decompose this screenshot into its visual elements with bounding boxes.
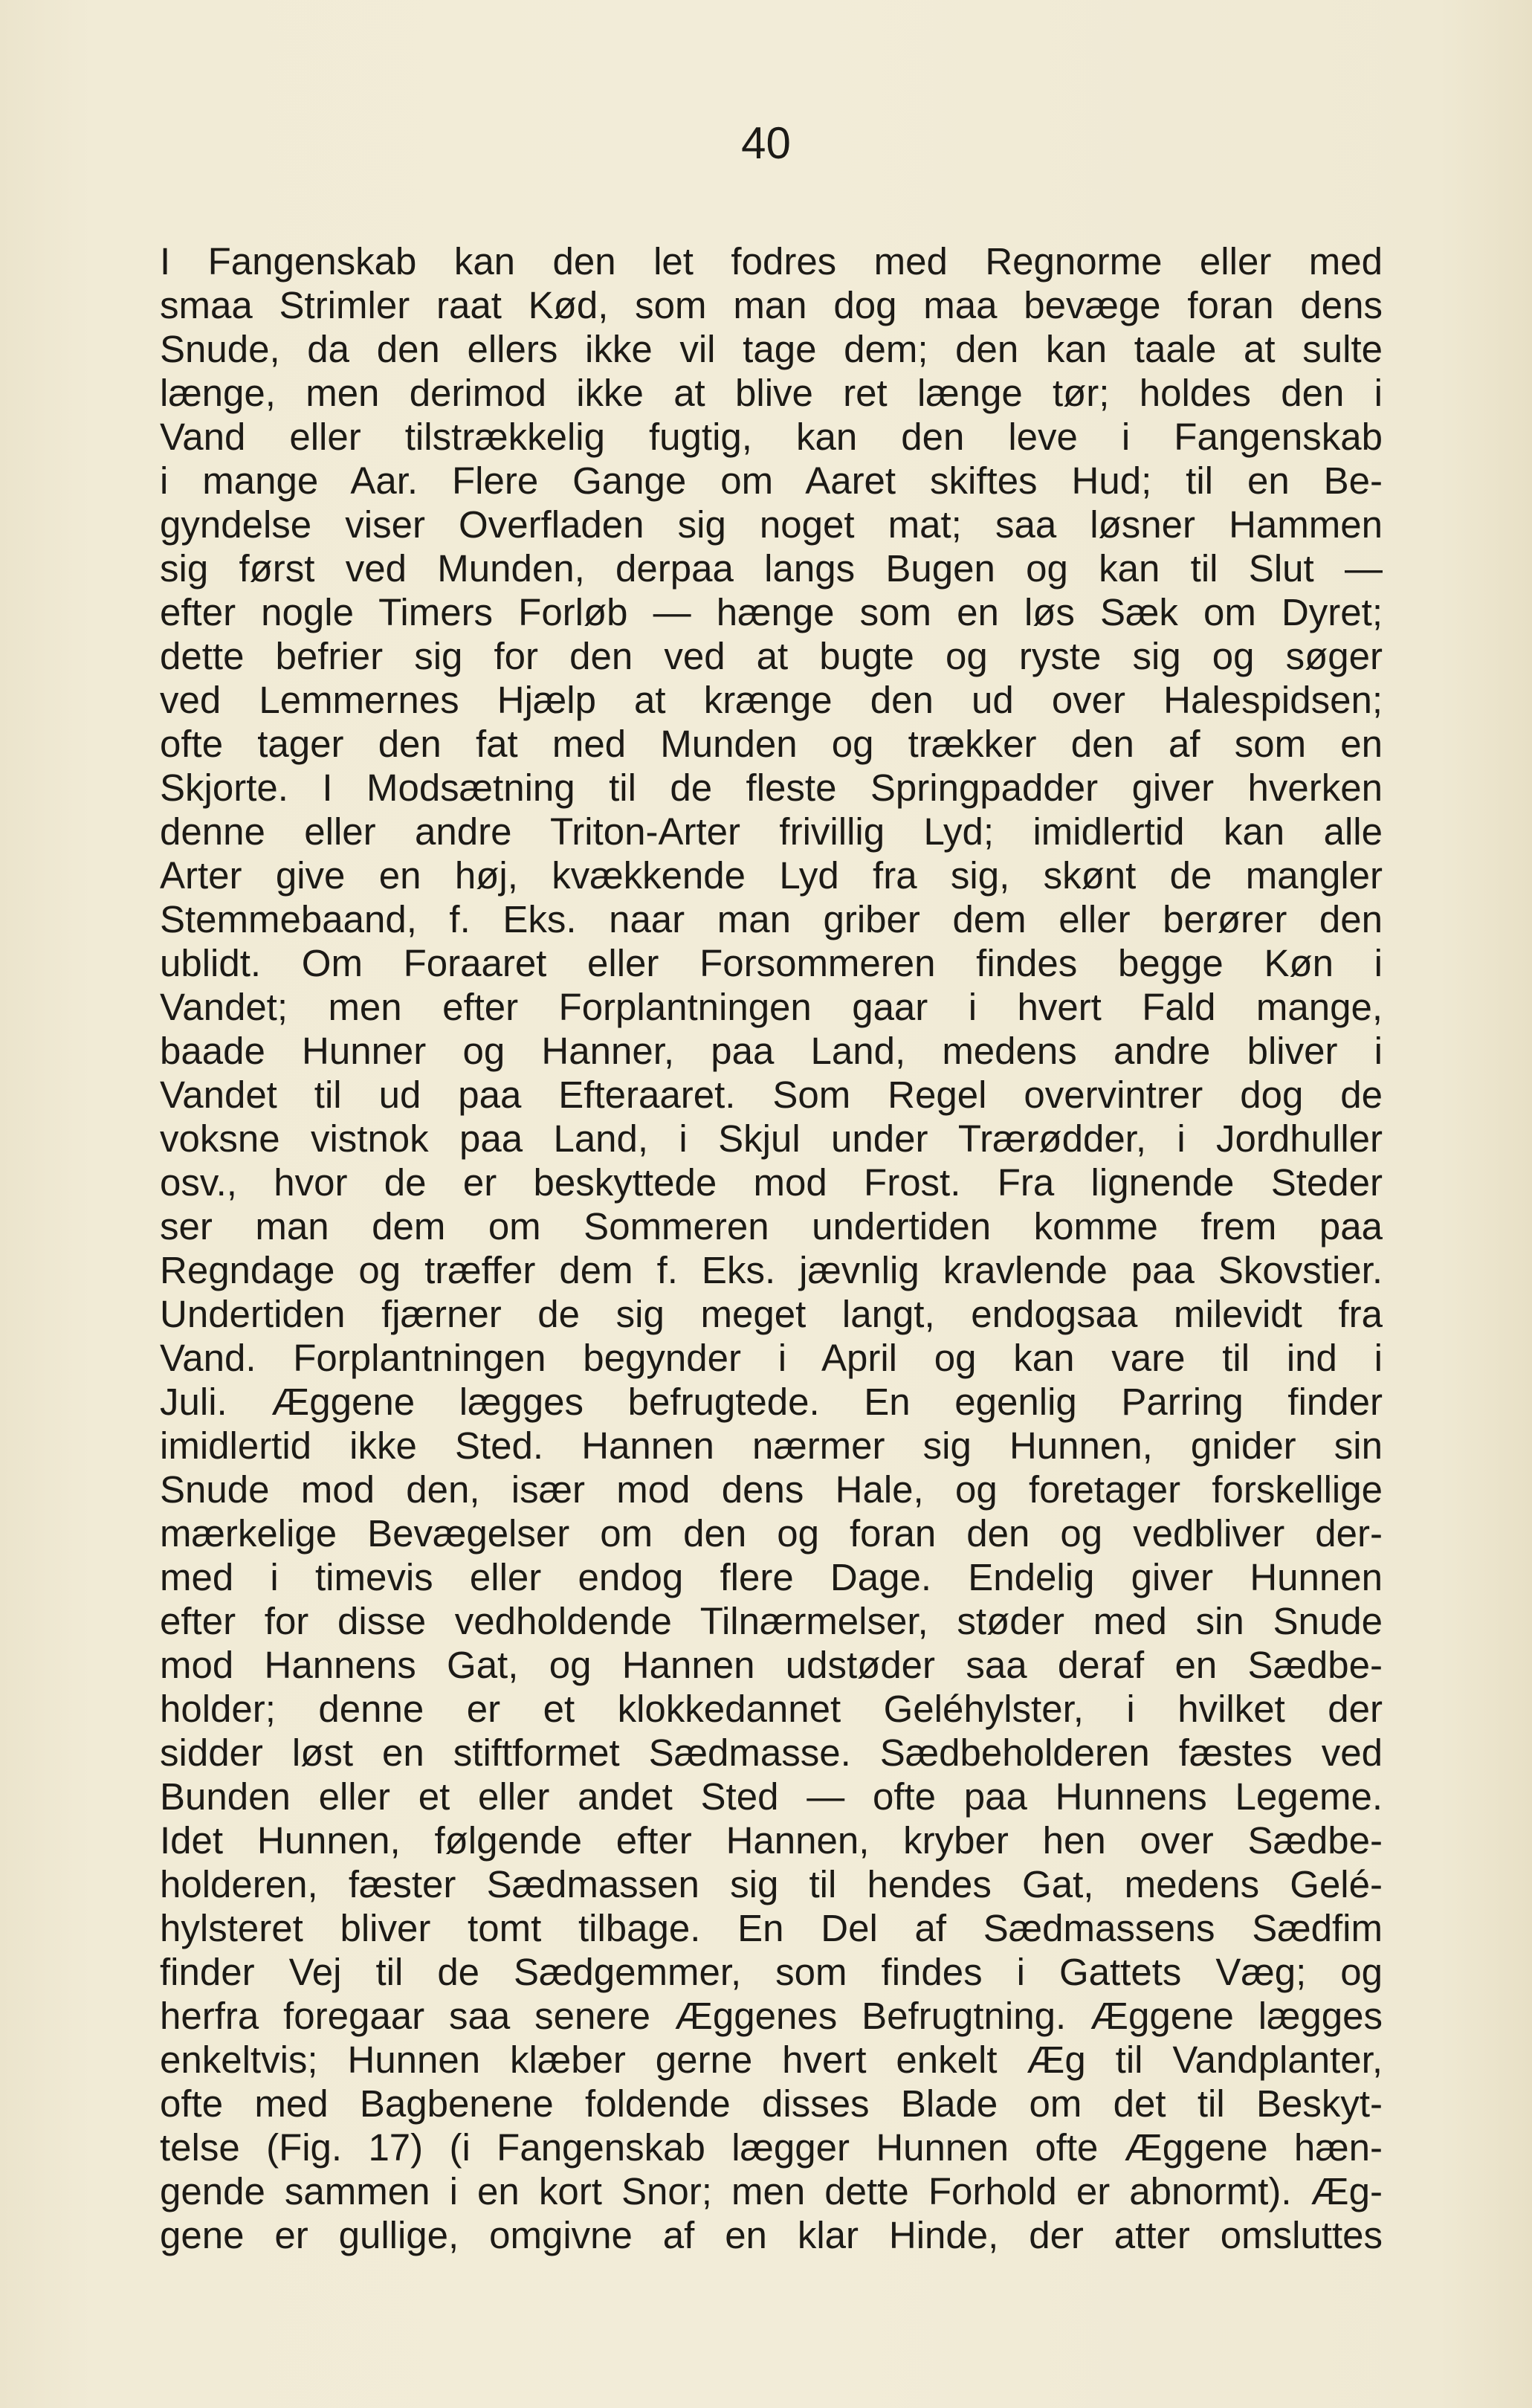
text-line: Stemmebaand, f. Eks. naar man griber dem eller berører den — [160, 898, 1383, 940]
text-line: gene er gullige, omgivne af en klar Hinde, der atter omsluttes — [160, 2214, 1383, 2256]
text-line: baade Hunner og Hanner, paa Land, medens andre bliver i — [160, 1030, 1383, 1072]
text-line: efter for disse vedholdende Tilnærmelser, støder med sin Snude — [160, 1600, 1383, 1642]
text-line: voksne vistnok paa Land, i Skjul under Trærødder, i Jordhuller — [160, 1117, 1383, 1160]
text-line: Vand eller tilstrækkelig fugtig, kan den leve i Fangenskab — [160, 416, 1383, 458]
text-line: ser man dem om Sommeren undertiden komme frem paa — [160, 1205, 1383, 1247]
text-line: Skjorte. I Modsætning til de fleste Springpadder giver hverken — [160, 766, 1383, 809]
text-line: telse (Fig. 17) (i Fangenskab lægger Hunnen ofte Æggene hæn- — [160, 2126, 1383, 2169]
text-line: længe, men derimod ikke at blive ret længe tør; holdes den i — [160, 372, 1383, 414]
text-line: holder; denne er et klokkedannet Geléhylster, i hvilket der — [160, 1688, 1383, 1730]
text-line: Vandet til ud paa Efteraaret. Som Regel overvintrer dog de — [160, 1074, 1383, 1116]
text-line: Undertiden fjærner de sig meget langt, endogsaa milevidt fra — [160, 1293, 1383, 1335]
text-line: Snude, da den ellers ikke vil tage dem; den kan taale at sulte — [160, 328, 1383, 370]
page-number: 40 — [741, 118, 791, 168]
text-line: efter nogle Timers Forløb — hænge som en løs Sæk om Dyret; — [160, 591, 1383, 633]
text-line: smaa Strimler raat Kød, som man dog maa bevæge foran dens — [160, 284, 1383, 326]
text-line: finder Vej til de Sædgemmer, som findes i Gattets Væg; og — [160, 1951, 1383, 1993]
body-text — [160, 239, 1383, 2257]
text-line: dette befrier sig for den ved at bugte og ryste sig og søger — [160, 635, 1383, 677]
text-line: gyndelse viser Overfladen sig noget mat; saa løsner Hammen — [160, 503, 1383, 546]
text-line: sidder løst en stiftformet Sædmasse. Sædbeholderen fæstes ved — [160, 1731, 1383, 1774]
text-line: osv., hvor de er beskyttede mod Frost. Fra lignende Steder — [160, 1161, 1383, 1204]
text-line: Bunden eller et eller andet Sted — ofte paa Hunnens Legeme. — [160, 1775, 1383, 1818]
text-line: ofte tager den fat med Munden og trækker den af som en — [160, 723, 1383, 765]
text-line: i mange Aar. Flere Gange om Aaret skiftes Hud; til en Be- — [160, 459, 1383, 502]
text-line: gende sammen i en kort Snor; men dette Forhold er abnormt). Æg- — [160, 2170, 1383, 2212]
text-line: enkeltvis; Hunnen klæber gerne hvert enkelt Æg til Vandplanter, — [160, 2039, 1383, 2081]
text-line: Arter give en høj, kvækkende Lyd fra sig, skønt de mangler — [160, 854, 1383, 897]
text-line: ublidt. Om Foraaret eller Forsommeren findes begge Køn i — [160, 942, 1383, 984]
text-line: med i timevis eller endog flere Dage. Endelig giver Hunnen — [160, 1556, 1383, 1598]
text-line: Juli. Æggene lægges befrugtede. En egenlig Parring finder — [160, 1381, 1383, 1423]
text-line: hylsteret bliver tomt tilbage. En Del af Sædmassens Sædfim — [160, 1907, 1383, 1949]
text-line: denne eller andre Triton-Arter frivillig Lyd; imidlertid kan alle — [160, 810, 1383, 853]
text-line: Regndage og træffer dem f. Eks. jævnlig kravlende paa Skovstier. — [160, 1249, 1383, 1291]
text-line: Idet Hunnen, følgende efter Hannen, kryber hen over Sædbe- — [160, 1819, 1383, 1862]
text-line: mærkelige Bevægelser om den og foran den og vedbliver der- — [160, 1512, 1383, 1555]
text-line: mod Hannens Gat, og Hannen udstøder saa deraf en Sædbe- — [160, 1644, 1383, 1686]
text-line: Snude mod den, især mod dens Hale, og foretager forskellige — [160, 1468, 1383, 1511]
text-line: imidlertid ikke Sted. Hannen nærmer sig Hunnen, gnider sin — [160, 1424, 1383, 1467]
text-line: Vandet; men efter Forplantningen gaar i hvert Fald mange, — [160, 986, 1383, 1028]
text-line: sig først ved Munden, derpaa langs Bugen og kan til Slut — — [160, 547, 1383, 590]
text-line: holderen, fæster Sædmassen sig til hendes Gat, medens Gelé- — [160, 1863, 1383, 1905]
text-line: Vand. Forplantningen begynder i April og kan vare til ind i — [160, 1337, 1383, 1379]
text-line: I Fangenskab kan den let fodres med Regnorme eller med — [160, 240, 1383, 283]
text-line: ofte med Bagbenene foldende disses Blade om det til Beskyt- — [160, 2082, 1383, 2125]
text-line: ved Lemmernes Hjælp at krænge den ud over Halespidsen; — [160, 679, 1383, 721]
text-line: herfra foregaar saa senere Æggenes Befrugtning. Æggene lægges — [160, 1995, 1383, 2037]
